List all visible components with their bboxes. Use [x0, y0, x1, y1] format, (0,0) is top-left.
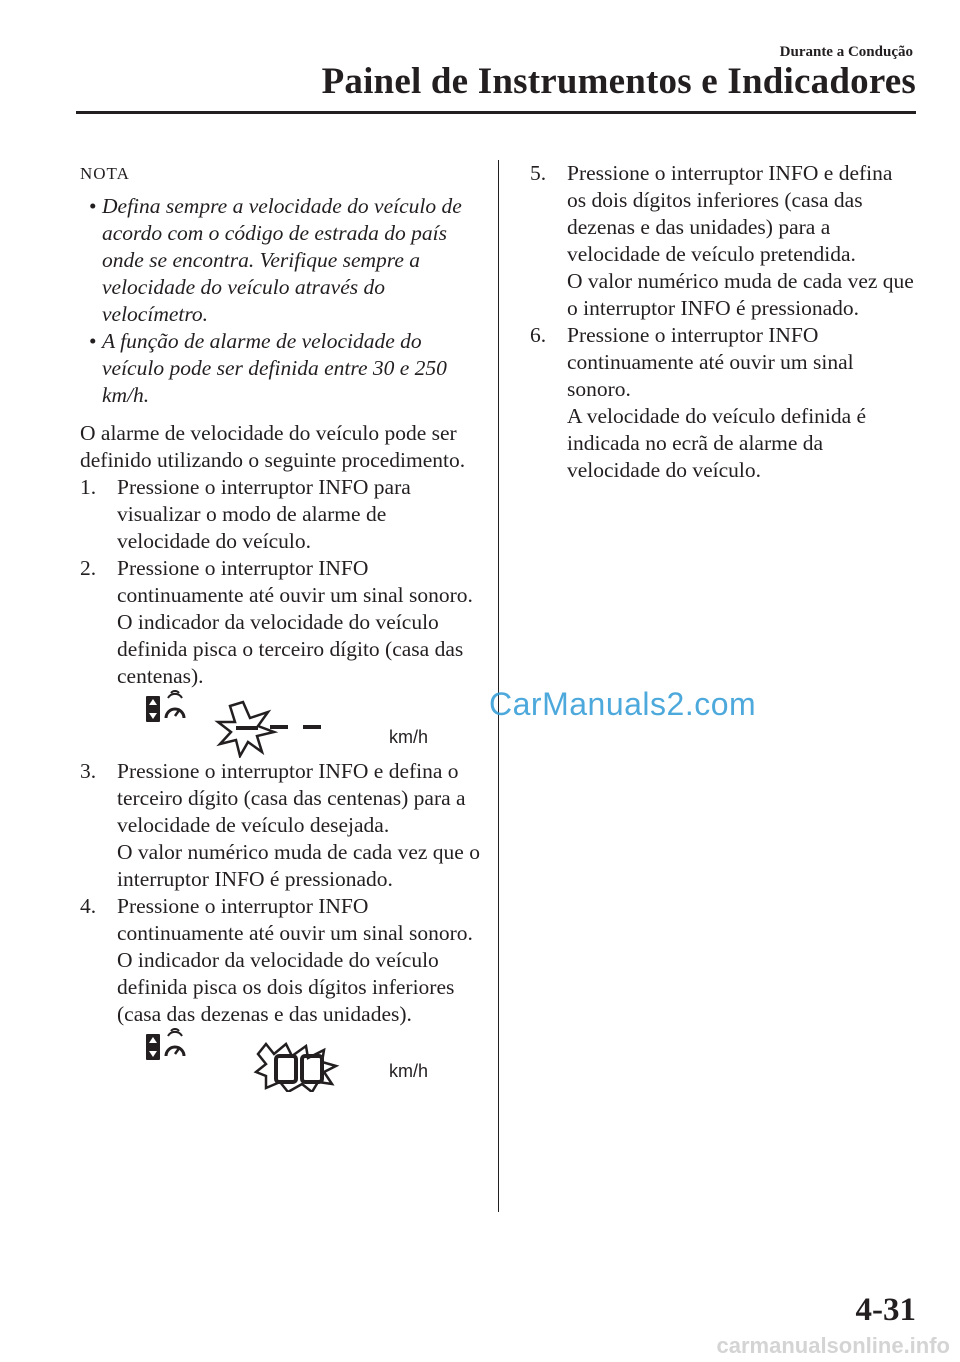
bullet-icon: •	[89, 329, 97, 353]
step-text: Pressione o interruptor INFO continuamente até ouvir um sinal sonoro.	[117, 894, 473, 945]
step-number: 1.	[80, 475, 97, 499]
display-figure-hundreds	[80, 690, 480, 758]
step-item	[80, 474, 480, 555]
running-header-title: Painel de Instrumentos e Indicadores	[321, 61, 916, 102]
step-item	[80, 555, 480, 690]
blinking-digit-burst	[218, 702, 274, 756]
note-title: NOTA	[80, 164, 130, 183]
step-number: 6.	[530, 323, 547, 347]
blinking-digit-burst	[256, 1044, 336, 1092]
speed-alarm-icon	[146, 1029, 184, 1060]
running-header-section: Durante a Condução	[779, 44, 913, 60]
step-text: Pressione o interruptor INFO continuamente até ouvir um sinal sonoro.	[117, 556, 473, 607]
step-text: Pressione o interruptor INFO e defina o terceiro dígito (casa das centenas) para a velocidade de veículo desejada.	[117, 759, 466, 837]
step-text: Pressione o interruptor INFO para visualizar o modo de alarme de velocidade do veículo.	[117, 475, 411, 553]
step-number: 2.	[80, 556, 97, 580]
speed-alarm-icon	[146, 691, 184, 722]
step-item	[530, 322, 915, 484]
step-subtext: O valor numérico muda de cada vez que o interruptor INFO é pressionado.	[117, 840, 480, 891]
watermark-logo: CarManuals2.com	[489, 686, 757, 722]
step-text: Pressione o interruptor INFO e defina os dois dígitos inferiores (casa das dezenas e das unidades) para a velocidade de veículo pretendida.	[567, 161, 893, 266]
note-item	[80, 193, 480, 328]
step-subtext: O indicador da velocidade do veículo definida pisca os dois dígitos inferiores (casa das dezenas e das unidades).	[117, 948, 455, 1026]
right-column	[530, 160, 915, 484]
header-rule	[76, 111, 916, 114]
left-column	[80, 160, 480, 1092]
step-number: 4.	[80, 894, 97, 918]
intro-paragraph: O alarme de velocidade do veículo pode ser definido utilizando o seguinte procedimento.	[80, 421, 466, 472]
note-item-text: A função de alarme de velocidade do veículo pode ser definida entre 30 e 250 km/h.	[102, 329, 447, 407]
footer-watermark: carmanualsonline.info	[716, 1333, 950, 1358]
step-subtext: O valor numérico muda de cada vez que o interruptor INFO é pressionado.	[567, 269, 914, 320]
display-figure-tens	[80, 1028, 480, 1092]
step-item	[80, 893, 480, 1028]
note-item	[80, 328, 480, 409]
unit-label: km/h	[389, 727, 429, 747]
step-subtext: A velocidade do veículo definida é indicada no ecrã de alarme da velocidade do veículo.	[567, 404, 867, 482]
step-item	[80, 758, 480, 893]
step-subtext: O indicador da velocidade do veículo definida pisca o terceiro dígito (casa das centenas).	[117, 610, 464, 688]
bullet-icon: •	[89, 194, 97, 218]
unit-label: km/h	[389, 1061, 429, 1081]
note-item-text: Defina sempre a velocidade do veículo de acordo com o código de estrada do país onde se encontra. Verifique sempre a velocidade do veículo através do velocímetro.	[102, 194, 462, 326]
step-text: Pressione o interruptor INFO continuamente até ouvir um sinal sonoro.	[567, 323, 854, 401]
page-number: 4-31	[855, 1292, 916, 1328]
step-number: 5.	[530, 161, 547, 185]
step-number: 3.	[80, 759, 97, 783]
step-item	[530, 160, 915, 322]
